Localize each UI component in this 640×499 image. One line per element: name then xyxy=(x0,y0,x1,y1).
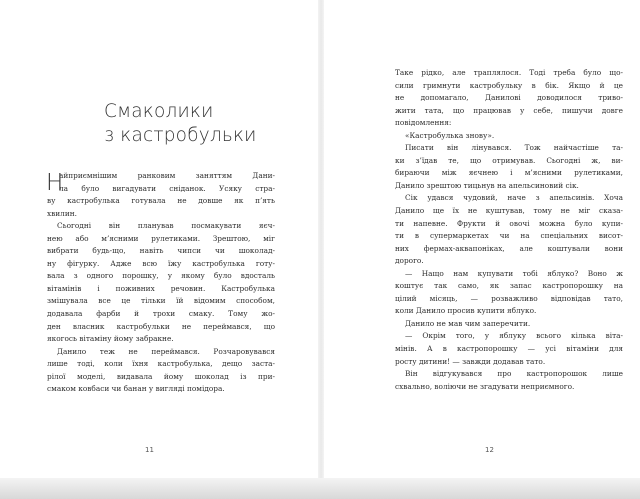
text-line: бираючи між яєчнею і м’ясними рулетиками, xyxy=(395,168,623,178)
text-line: не допомагало, Данилові доводилося триво- xyxy=(395,93,623,103)
text-line: жити тата, що працював у себе, пишучи довге xyxy=(395,105,623,115)
paragraph xyxy=(47,220,275,345)
text-line: схвально, воліючи не згадувати неприємного. xyxy=(395,381,575,391)
text-line: коштує так само, як запас кастропорошку на xyxy=(395,281,623,291)
chapter-title-line-2: з кастробульки xyxy=(104,125,257,146)
text-line: Таке рідко, але траплялося. Тоді треба було щo- xyxy=(395,68,623,77)
paragraph xyxy=(47,346,275,396)
page-number: 11 xyxy=(145,446,154,454)
chapter-title-line-1: Смаколики xyxy=(104,101,214,122)
left-page-text xyxy=(47,170,275,396)
right-page xyxy=(324,0,640,478)
text-line: додавала фарби й трохи смаку. Тому жо- xyxy=(47,309,275,319)
text-line: Сік удався чудовий, наче з апельсинів. Хоча xyxy=(405,193,623,203)
drop-cap: Н xyxy=(46,170,64,196)
text-line: повідомлення: xyxy=(395,118,452,128)
text-line: змішувала все це тільки їй відомим способом, xyxy=(47,296,275,306)
first-paragraph xyxy=(47,170,275,220)
paragraph xyxy=(395,67,623,130)
text-line: ла було вигадувати сніданок. Усяку стра- xyxy=(59,183,275,193)
text-line: ти напевне. Фрукти й овочі можна було купи- xyxy=(395,218,623,228)
text-line: дорого. xyxy=(395,256,424,266)
page-edge-shadow xyxy=(0,478,640,499)
text-line: них фермах-аквапоніках, але коштували вони xyxy=(395,243,623,253)
text-line: цілий місяць, — розважливо відповідав тато, xyxy=(395,293,623,303)
text-line: мінів. А в кастропорошку — усі вітаміни для xyxy=(395,344,623,354)
text-line: Данило не мав чим заперечити. xyxy=(405,318,531,328)
text-line: вибрати будь-що, навіть чипси чи шоколад- xyxy=(47,246,275,256)
right-page-text xyxy=(395,67,623,393)
text-line: ти в супермаркетах чи на спеціальних висот- xyxy=(395,231,623,241)
left-page xyxy=(0,0,318,478)
chapter-title xyxy=(104,100,304,148)
paragraph xyxy=(395,368,623,393)
text-line: Данило теж не переймався. Розчаровувався xyxy=(57,346,275,356)
text-line: Данило зрештою тицьнув на апельсиновий сік. xyxy=(395,180,579,190)
paragraph xyxy=(395,330,623,368)
text-line: Він відгукувався про кастропорошок лише xyxy=(405,369,623,379)
text-line: — Окрім того, у яблуку всього кілька віта- xyxy=(405,331,623,341)
paragraph xyxy=(395,192,623,267)
paragraph xyxy=(395,268,623,318)
text-line: хвилин. xyxy=(47,208,77,218)
text-line: нею або м’ясними рулетиками. Зрештою, міг xyxy=(47,233,275,243)
text-line: росту дитини! — завжди додавав тато. xyxy=(395,356,546,366)
text-line: Сьогодні він планував посмакувати яєч- xyxy=(57,221,275,231)
text-line: ки з’їдав те, що отримував. Сьогодні ж, ви- xyxy=(395,155,623,165)
text-line: Писати він лінувався. Тож найчастіше та- xyxy=(405,143,623,153)
text-line: ден власник кастробульки не переймався, що xyxy=(47,321,275,331)
quote-line: «Кастробулька знову». xyxy=(405,130,495,140)
text-line: Данило ще їх не куштував, тому не міг сказа- xyxy=(395,206,623,216)
text-line: ву кастробулька готувала не довше як п’ять xyxy=(47,196,275,206)
text-line: ну фігурку. Адже всю їжу кастробулька готу- xyxy=(47,258,275,268)
text-line: айприємнішим ранковим заняттям Дани- xyxy=(59,171,275,180)
text-line: смаком ковбаси чи банан у вигляді помідора. xyxy=(47,384,225,394)
text-line: сили гримнути кастробулькy в бік. Якщо й це xyxy=(395,80,623,90)
text-line: вітамінів і поживних речовин. Кастробулька xyxy=(47,283,275,293)
text-line: коли Данило просив купити яблуко. xyxy=(395,306,537,316)
text-line: якогось вітаміну йому забракне. xyxy=(47,334,174,344)
text-line: рілої моделі, видавала йому шоколад із при- xyxy=(47,371,275,381)
page-number: 12 xyxy=(485,446,494,454)
text-line: лише тоді, коли їхня кастробулька, дещо заста- xyxy=(47,359,275,369)
paragraph xyxy=(395,142,623,192)
text-line: — Нащо нам купувати тобі яблуко? Воно ж xyxy=(405,268,623,278)
text-line: вала з одного порошку, у якому було вдосталь xyxy=(47,271,275,281)
